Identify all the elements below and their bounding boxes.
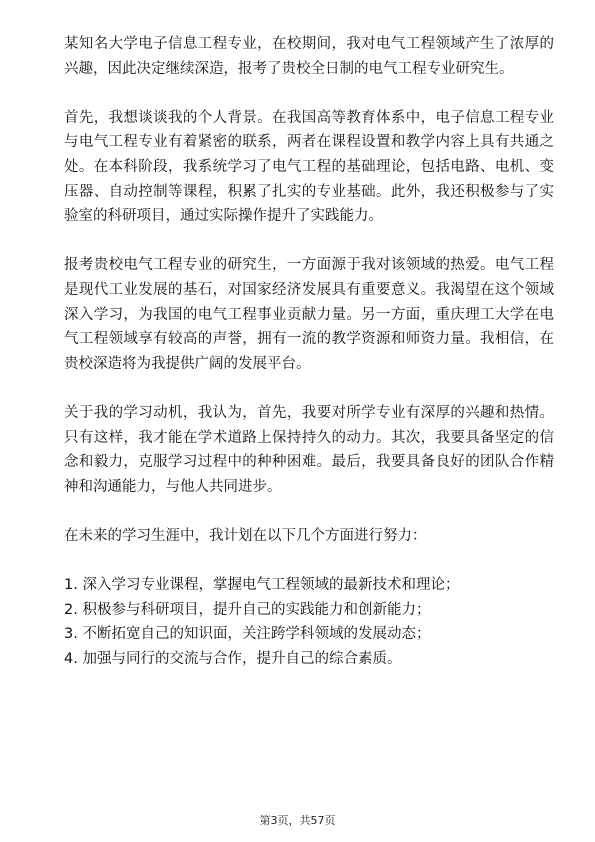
list-item: 1. 深入学习专业课程，掌握电气工程领域的最新技术和理论； [64, 577, 460, 594]
plan-list [64, 573, 554, 671]
paragraph-intro: 某知名大学电子信息工程专业，在校期间，我对电气工程领域产生了浓厚的兴趣，因此决定继续深造，报考了贵校全日制的电气工程专业研究生。 [64, 36, 554, 77]
paragraph-background: 首先，我想谈谈我的个人背景。在我国高等教育体系中，电子信息工程专业与电气工程专业有着紧密的联系，两者在课程设置和教学内容上具有共通之处。在本科阶段，我系统学习了电气工程的基础理论，包括电路、电机、变压器、自动控制等课程，积累了扎实的专业基础。此外，我还积极参与了实验室的科研项目，通过实际操作提升了实践能力。 [64, 109, 554, 225]
list-item: 3. 不断拓宽自己的知识面，关注跨学科领域的发展动态； [64, 626, 431, 643]
list-item: 4. 加强与同行的交流与合作，提升自己的综合素质。 [64, 650, 402, 667]
paragraph-reasons: 报考贵校电气工程专业的研究生，一方面源于我对该领域的热爱。电气工程是现代工业发展的基石，对国家经济发展具有重要意义。我渴望在这个领域深入学习，为我国的电气工程事业贡献力量。另一方面，重庆理工大学在电气工程领域享有较高的声誉，拥有一流的教学资源和师资力量。我相信，在贵校深造将为我提供广阔的发展平台。 [64, 257, 554, 372]
paragraph-plan-intro: 在未来的学习生涯中，我计划在以下几个方面进行努力： [64, 527, 427, 544]
page-number: 第3页，共57页 [259, 814, 336, 827]
list-item: 2. 积极参与科研项目，提升自己的实践能力和创新能力； [64, 601, 431, 618]
document-body [64, 32, 554, 671]
paragraph-motivation: 关于我的学习动机，我认为，首先，我要对所学专业有深厚的兴趣和热情。只有这样，我才能在学术道路上保持持久的动力。其次，我要具备坚定的信念和毅力，克服学习过程中的种种困难。最后，我要具备良好的团队合作精神和沟通能力，与他人共同进步。 [64, 404, 554, 495]
